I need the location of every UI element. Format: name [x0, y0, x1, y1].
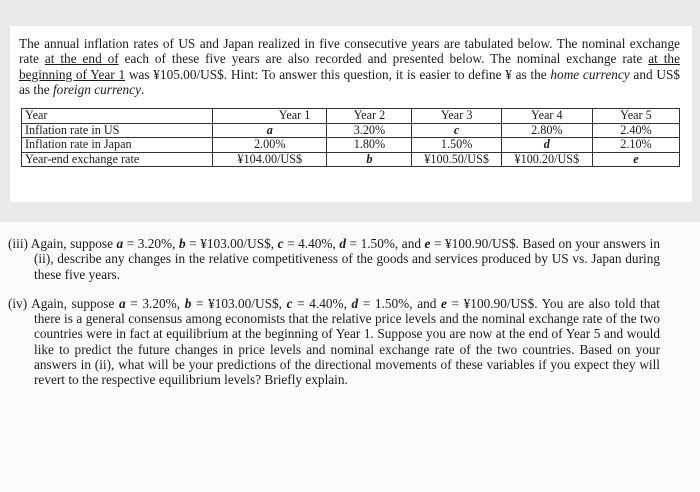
intro-underline-1: at the end of [44, 51, 119, 67]
intro-italic-1: home currency [550, 66, 630, 82]
question-text: = ¥103.00/US$, [185, 236, 278, 251]
table-cell: ¥100.20/US$ [501, 152, 592, 167]
table-header-cell: Year [22, 109, 213, 124]
table-header-cell: Year 4 [501, 109, 592, 124]
table-row [22, 138, 680, 153]
question-text: = ¥100.90/US$. Based on your answers in (ii), describe any changes in the relative competitiveness of the goods and services produced by US vs. Japan during these five years. [34, 236, 660, 282]
table-cell: ¥100.50/US$ [412, 152, 501, 167]
table-cell [327, 152, 412, 167]
variable-c: c [286, 295, 293, 311]
intro-text-2: each of these five years are also recorded and presented below. The nominal exchange rate [118, 51, 649, 67]
table-cell: 1.80% [327, 138, 412, 153]
table-row-label: Year-end exchange rate [22, 152, 213, 167]
table-cell: ¥104.00/US$ [213, 152, 327, 167]
question-text: = 1.50%, and [346, 236, 425, 251]
table-header-cell: Year 3 [412, 109, 501, 124]
variable-b: b [178, 236, 186, 251]
question-iv [6, 296, 660, 388]
variable-c: c [277, 236, 284, 251]
question-text: = 3.20%, [125, 295, 185, 311]
question-text: = 4.40%, [292, 295, 352, 311]
table-cell: 2.40% [592, 123, 679, 138]
question-number: (iv) [8, 295, 28, 311]
question-iii [6, 236, 660, 282]
question-text: = ¥100.90/US$. You are also told that there is a general consensus among economists that the relative price levels and the nominal exchange rate of the two countries were in fact at equilibrium at the beginning of Year 1. Suppose you are now at the end of Year 5 and would like to predict the future changes in price levels and nominal exchange rate of the two countries. Based on your answers in (ii), what will be your predictions of the directional movements of these variables if you expect they will revert to the respective equilibrium levels? Briefly explain. [34, 295, 660, 388]
question-text: Again, suppose [27, 295, 119, 311]
variable-a: a [266, 122, 273, 137]
question-number: (iii) [8, 236, 28, 251]
variable-e: e [633, 151, 639, 166]
variable-c: c [453, 122, 460, 137]
intro-text-4: and US$ as the [19, 66, 680, 97]
table-row-label: Inflation rate in US [22, 123, 213, 138]
table-row [22, 123, 680, 138]
question-text: Again, suppose [27, 236, 117, 251]
intro-text-5: . [141, 81, 145, 97]
variable-d: d [351, 295, 359, 311]
table-cell [501, 138, 592, 153]
variable-a: a [116, 236, 124, 251]
variable-a: a [119, 295, 126, 311]
variable-e: e [441, 295, 447, 311]
table-cell: 2.10% [592, 138, 679, 153]
variable-b: b [366, 151, 373, 166]
table-cell: 2.00% [213, 138, 327, 153]
variable-d: d [339, 236, 346, 251]
table-cell: 2.80% [501, 123, 592, 138]
table-row-label: Inflation rate in Japan [22, 138, 213, 153]
intro-text-3: was ¥105.00/US$. Hint: To answer this question, it is easier to define ¥ as the [125, 66, 551, 82]
question-text: = ¥103.00/US$, [191, 295, 287, 311]
table-header-cell: Year 5 [592, 109, 679, 124]
table-header-cell: Year 2 [327, 109, 412, 124]
table-cell [213, 123, 327, 138]
variable-e: e [424, 236, 431, 251]
intro-text-1: The annual inflation rates of US and Japan realized in five consecutive years are tabulated below. The nominal exchange rate [19, 36, 680, 67]
table-header-cell: Year 1 [213, 109, 327, 124]
question-text: = 4.40%, [283, 236, 340, 251]
variable-d: d [543, 137, 550, 152]
intro-italic-2: foreign currency [52, 81, 141, 97]
table-cell: 1.50% [412, 138, 501, 153]
table-cell: 3.20% [327, 123, 412, 138]
table-header-row [22, 109, 680, 124]
table-cell [592, 152, 679, 167]
question-text: = 3.20%, [123, 236, 179, 251]
question-intro-card [10, 26, 692, 202]
intro-underline-2: at the beginning of Year 1 [19, 51, 680, 82]
inflation-table [21, 108, 680, 167]
table-row [22, 152, 680, 167]
sub-questions-card [0, 222, 700, 492]
table-cell [412, 123, 501, 138]
intro-paragraph [19, 36, 680, 97]
question-text: = 1.50%, and [358, 295, 442, 311]
variable-b: b [184, 295, 192, 311]
